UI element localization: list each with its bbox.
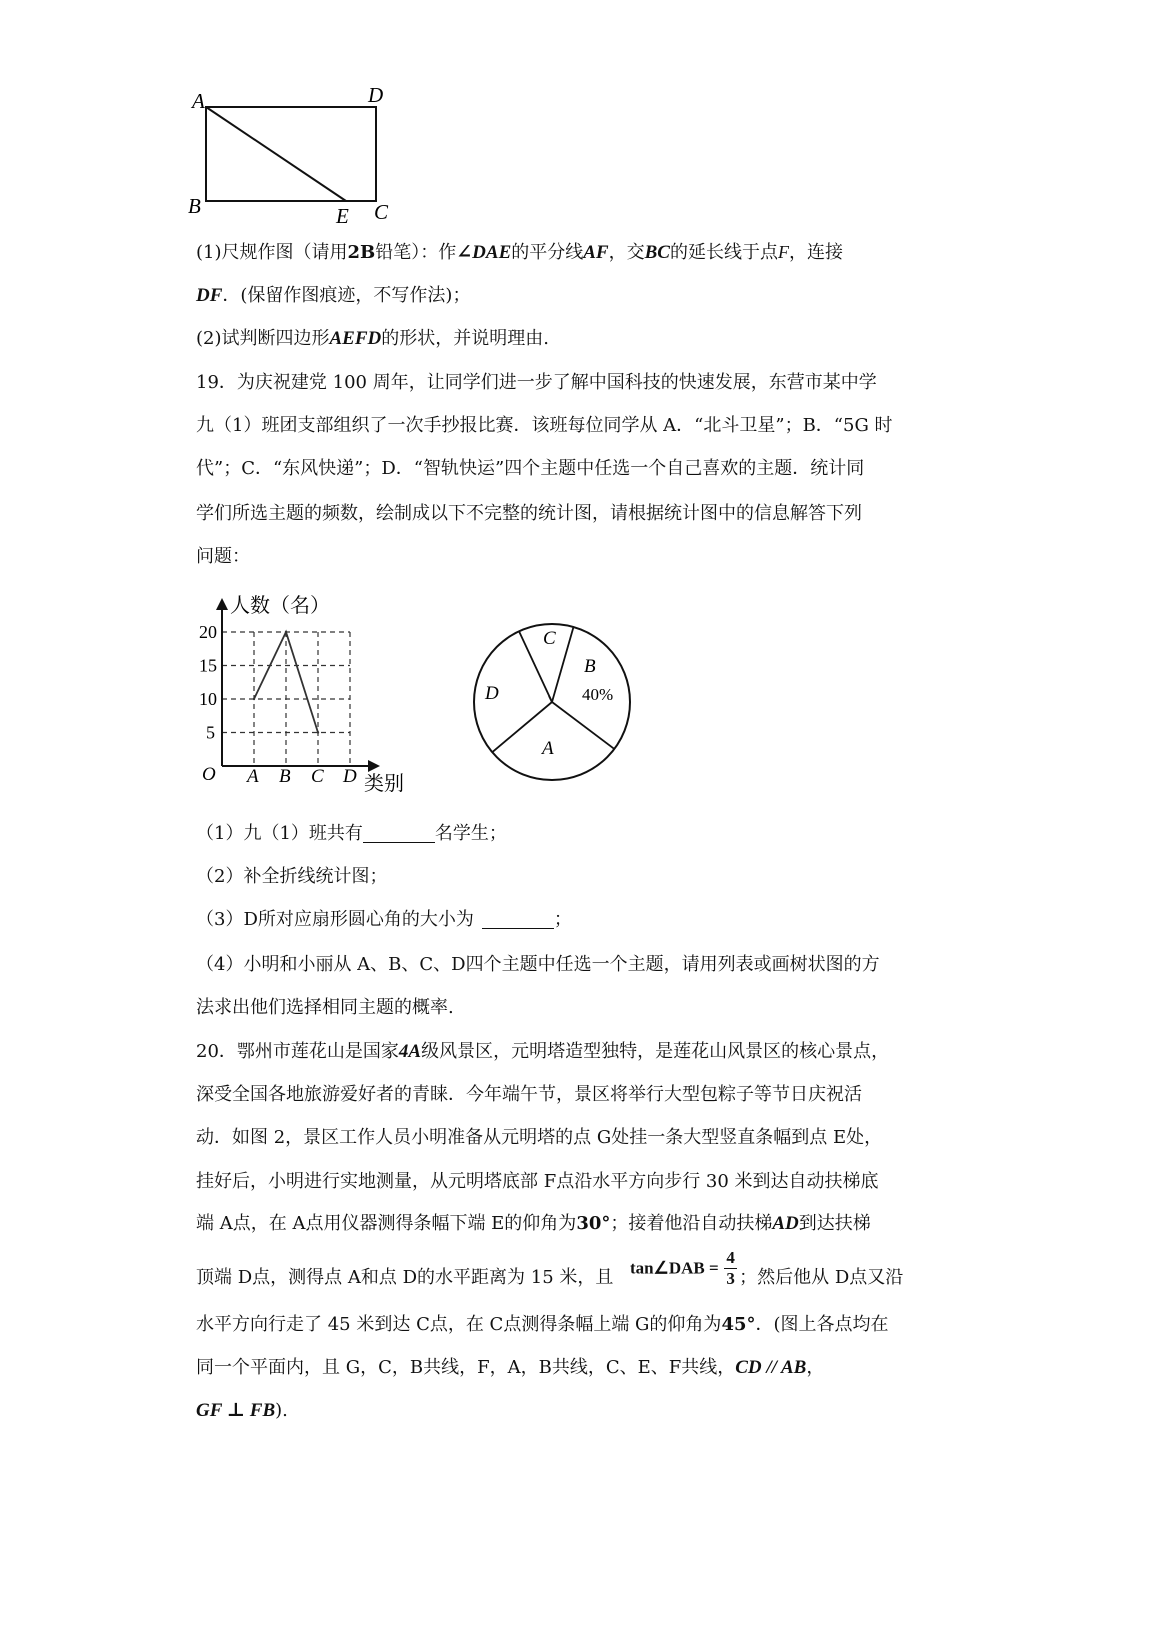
- text: ，: [806, 1357, 825, 1378]
- q20-line3: 动．如图 2，景区工作人员小明准备从元明塔的点 G处挂一条大型竖直条幅到点 E处，: [196, 1127, 883, 1148]
- q19-line5: 问题：: [196, 546, 250, 567]
- chart-origin: O: [202, 764, 216, 785]
- x-tick-label-C: C: [311, 766, 324, 787]
- rectangle-abcd: [206, 107, 376, 201]
- pie-boundary-1: [552, 702, 614, 749]
- numerator: 4: [726, 1248, 735, 1267]
- segment-bc: BC: [644, 242, 670, 263]
- line-chart: [196, 590, 426, 800]
- q20-line5: [196, 1210, 871, 1238]
- denominator: 3: [726, 1269, 735, 1288]
- pie-slice-label-C: C: [543, 628, 556, 649]
- q19-sub1: [196, 820, 507, 848]
- text: ；: [553, 909, 572, 930]
- chart-xlabel: 类别: [364, 771, 404, 795]
- x-tick-label-A: A: [247, 766, 259, 787]
- cd-parallel-ab: CD // AB: [735, 1357, 807, 1378]
- y-tick-label-5: 5: [206, 722, 215, 743]
- q20-line2: 深受全国各地旅游爱好者的青睐．今年端午节，景区将举行大型包粽子等节日庆祝活: [196, 1084, 862, 1105]
- chart-series: [253, 631, 319, 734]
- quad-aefd: AEFD: [329, 328, 382, 349]
- data-point-B: [285, 631, 287, 633]
- point-label-b: B: [188, 194, 201, 218]
- q19-sub4-line1: （4）小明和小丽从 A、B、C、D四个主题中任选一个主题，请用列表或画树状图的方: [196, 954, 880, 975]
- q19-line1: 19．为庆祝建党 100 周年，让同学们进一步了解中国科技的快速发展，东营市某中学: [196, 372, 877, 393]
- text: ，连接: [788, 242, 843, 263]
- point-label-c: C: [374, 200, 389, 224]
- y-axis-arrow: [216, 598, 228, 610]
- q19-line4: 学们所选主题的频数，绘制成以下不完整的统计图，请根据统计图中的信息解答下列: [196, 503, 862, 524]
- point-label-d: D: [368, 83, 384, 107]
- text: ；然后他从 D点又沿: [739, 1267, 904, 1288]
- answer-blank-1[interactable]: [363, 822, 435, 843]
- y-tick-label-15: 15: [199, 655, 217, 676]
- pie-chart: [462, 612, 642, 792]
- gf-perp-fb: GF ⊥ FB: [196, 1400, 276, 1421]
- x-tick-label-D: D: [343, 766, 357, 787]
- pencil-grade: 2B: [347, 242, 376, 263]
- text: 名学生；: [434, 823, 507, 844]
- text: 到达扶梯: [798, 1213, 871, 1234]
- text: (2)试判断四边形: [196, 328, 330, 349]
- text: ，交: [608, 242, 645, 263]
- text: ．(保留作图痕迹，不写作法)；: [222, 285, 471, 306]
- y-tick-label-10: 10: [199, 689, 217, 709]
- q20-line4: 挂好后，小明进行实地测量，从元明塔底部 F点沿水平方向步行 30 米到达自动扶梯底: [196, 1171, 879, 1192]
- pie-slice-label-A: A: [542, 738, 554, 759]
- q20-line6: [196, 1248, 904, 1292]
- tan-label: tan∠DAB =: [630, 1258, 719, 1278]
- text: (1)尺规作图（请用: [196, 242, 348, 263]
- answer-blank-3[interactable]: [482, 908, 554, 929]
- angle-45: 45°: [721, 1314, 756, 1335]
- chart-grid: [222, 632, 350, 766]
- grade-4a: 4A: [398, 1041, 422, 1062]
- point-label-e: E: [336, 204, 349, 228]
- text: 的形状，并说明理由.: [381, 328, 549, 349]
- text: 同一个平面内，且 G，C，B共线，F，A，B共线，C、E、F共线，: [196, 1357, 736, 1378]
- q19-line3: 代”；C．“东风快递”；D．“智轨快运”四个主题中任选一个自己喜欢的主题．统计同: [196, 458, 865, 479]
- q19-sub3: [196, 906, 572, 934]
- text: ).: [275, 1400, 288, 1421]
- text: 铅笔）：作: [375, 242, 457, 263]
- text: （1）九（1）班共有: [196, 823, 363, 844]
- q20-line7: [196, 1311, 889, 1339]
- q18-part2: [196, 325, 549, 353]
- angle-dae: ∠DAE: [456, 242, 512, 263]
- bisector-af: AF: [583, 242, 609, 263]
- text: （3）D所对应扇形圆心角的大小为: [196, 909, 474, 930]
- text: 20．鄂州市莲花山是国家: [196, 1041, 399, 1062]
- text: ；接着他沿自动扶梯: [610, 1213, 773, 1234]
- chart-axes: [216, 598, 380, 772]
- text: 顶端 D点，测得点 A和点 D的水平距离为 15 米，且: [196, 1267, 614, 1288]
- text: ．(图上各点均在: [755, 1314, 889, 1335]
- text: 端 A点，在 A点用仪器测得条幅下端 E的仰角为: [196, 1213, 577, 1234]
- chart-ylabel: 人数（名）: [230, 593, 330, 617]
- segment-ae: [206, 107, 346, 201]
- rectangle-figure: [180, 80, 410, 230]
- q18-part1-line1: [196, 238, 843, 267]
- pie-slice-label-D: D: [485, 683, 499, 704]
- q19-sub2: （2）补全折线统计图；: [196, 866, 388, 887]
- q20-line9: [196, 1397, 288, 1425]
- q18-part1-line2: [196, 282, 470, 310]
- pie-slice-label-B: B: [584, 656, 596, 677]
- text: 的平分线: [511, 242, 584, 263]
- text: 级风景区，元明塔造型独特，是莲花山风景区的核心景点，: [421, 1041, 890, 1062]
- data-point-C: [317, 731, 319, 733]
- y-tick-label-20: 20: [199, 622, 217, 642]
- q19-sub4-line2: 法求出他们选择相同主题的概率.: [196, 997, 454, 1018]
- q19-line2: 九（1）班团支部组织了一次手抄报比赛．该班每位同学从 A．“北斗卫星”；B．“5G 时: [196, 415, 893, 436]
- pie-percent-label-B: 40%: [582, 685, 614, 704]
- point-f: F: [777, 242, 789, 262]
- fraction-4-3: [724, 1248, 737, 1289]
- data-point-A: [253, 698, 255, 700]
- x-tick-label-B: B: [279, 766, 291, 787]
- point-label-a: A: [192, 89, 205, 113]
- segment-df: DF: [196, 285, 223, 306]
- text: 的延长线于点: [669, 242, 778, 263]
- text: 水平方向行走了 45 米到达 C点，在 C点测得条幅上端 G的仰角为: [196, 1314, 722, 1335]
- angle-30: 30°: [576, 1213, 611, 1234]
- segment-ad: AD: [772, 1213, 799, 1234]
- q20-line1: [196, 1038, 889, 1066]
- q20-line8: [196, 1354, 824, 1382]
- tan-expression: [630, 1248, 737, 1289]
